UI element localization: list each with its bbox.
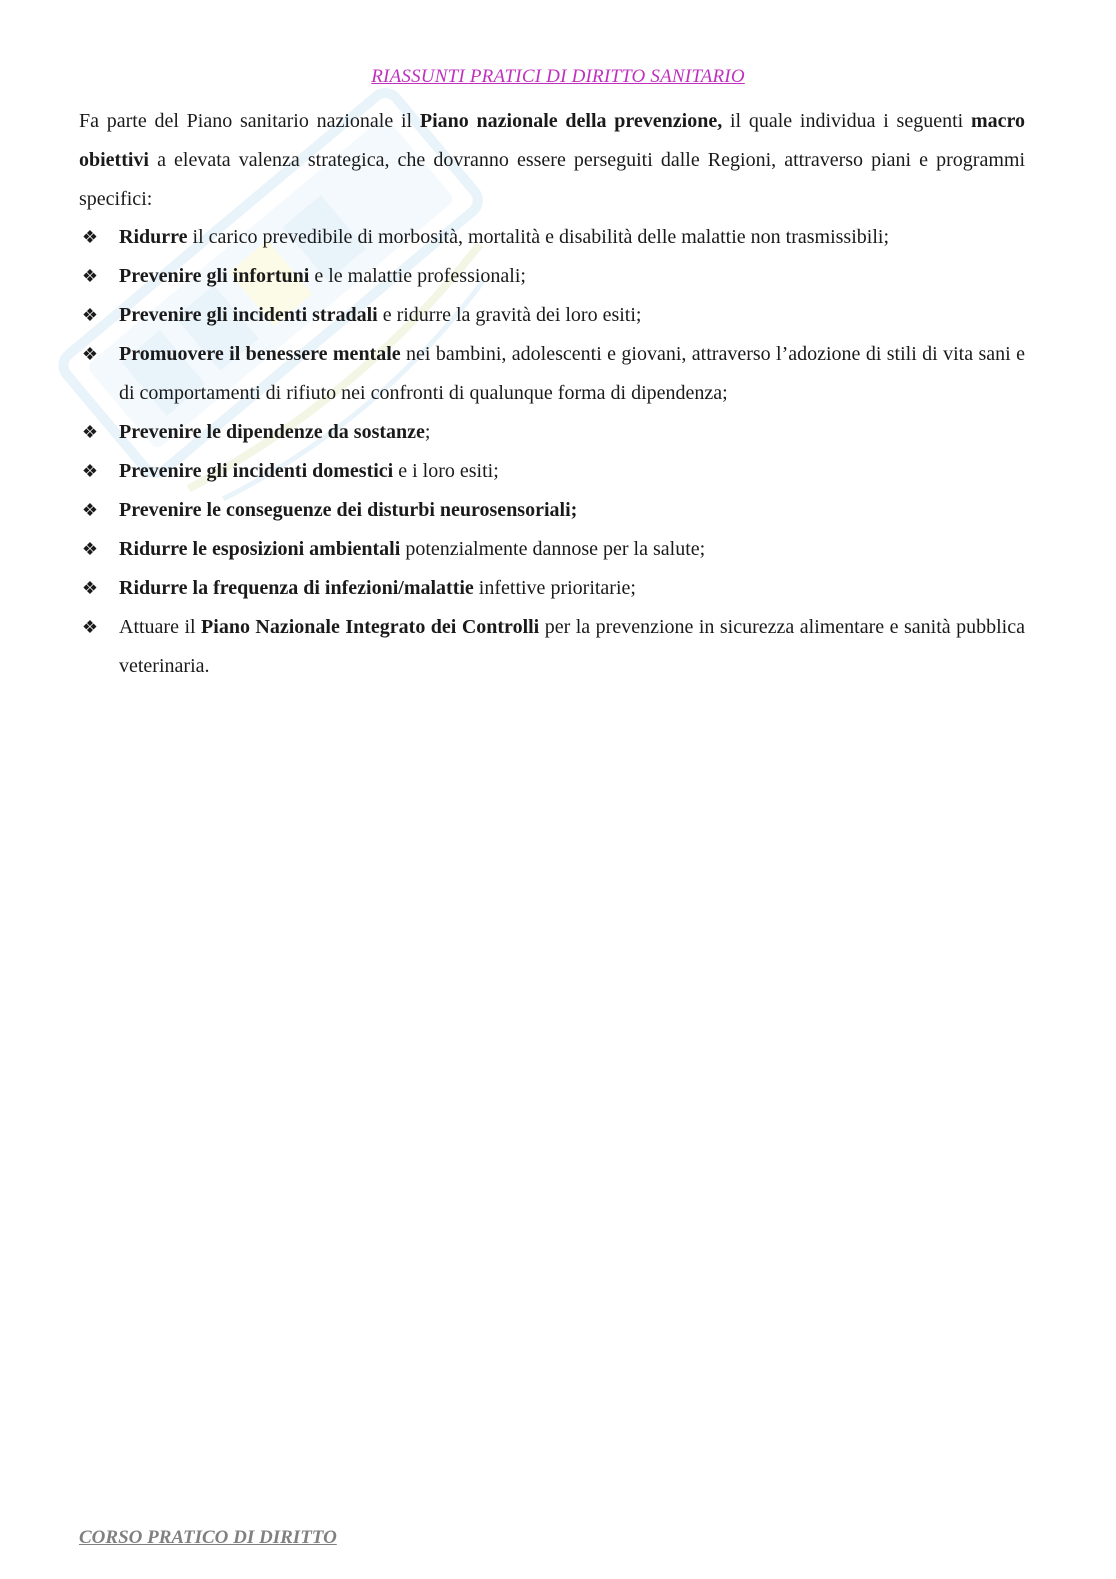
diamond-bullet-icon: ❖ — [81, 578, 99, 598]
objectives-list — [79, 218, 1025, 686]
item-post: e i loro esiti; — [393, 460, 499, 482]
list-item — [79, 296, 1025, 335]
page-footer: CORSO PRATICO DI DIRITTO — [79, 1527, 337, 1548]
item-post: nei bambini, adolescenti e giovani, attraverso l’adozione di stili di vita sani e di comportamenti di rifiuto nei confronti di qualunque forma di dipendenza; — [119, 343, 1025, 404]
diamond-bullet-icon: ❖ — [81, 539, 99, 559]
diamond-bullet-icon: ❖ — [81, 617, 99, 637]
list-item — [79, 608, 1025, 686]
item-bold: Promuovere il benessere mentale — [119, 343, 401, 365]
intro-paragraph — [79, 102, 1025, 219]
item-bold: Ridurre la frequenza di infezioni/malattie — [119, 577, 474, 599]
diamond-bullet-icon: ❖ — [81, 305, 99, 325]
intro-text-3: a elevata valenza strategica, che dovranno essere perseguiti dalle Regioni, attraverso piani e programmi specifici: — [79, 149, 1025, 210]
item-post: infettive prioritarie; — [473, 577, 636, 599]
page-header-title: RIASSUNTI PRATICI DI DIRITTO SANITARIO — [371, 66, 745, 87]
diamond-bullet-icon: ❖ — [81, 422, 99, 442]
item-post: il carico prevedibile di morbosità, mortalità e disabilità delle malattie non trasmissibili; — [187, 226, 889, 248]
item-pre: Attuare il — [119, 616, 202, 638]
intro-text-1: Fa parte del Piano sanitario nazionale il — [79, 110, 420, 132]
diamond-bullet-icon: ❖ — [81, 461, 99, 481]
item-post: ; — [424, 421, 431, 443]
item-bold: Piano Nazionale Integrato dei Controlli — [201, 616, 540, 638]
list-item — [79, 335, 1025, 413]
item-bold: Ridurre — [119, 226, 188, 248]
list-item — [79, 257, 1025, 296]
item-bold: Ridurre le esposizioni ambientali — [119, 538, 401, 560]
item-post: potenzialmente dannose per la salute; — [400, 538, 706, 560]
list-item — [79, 218, 1025, 257]
intro-bold-1: Piano nazionale della prevenzione, — [419, 110, 723, 132]
item-bold: Prevenire le dipendenze da sostanze — [119, 421, 425, 443]
item-bold: Prevenire gli incidenti stradali — [119, 304, 378, 326]
item-bold: Prevenire le conseguenze dei disturbi neurosensoriali; — [119, 499, 578, 521]
diamond-bullet-icon: ❖ — [81, 266, 99, 286]
list-item — [79, 491, 1025, 530]
intro-text-2: il quale individua i seguenti — [722, 110, 971, 132]
intro-bold-2: macro obiettivi — [79, 110, 1025, 171]
item-post: per la prevenzione in sicurezza alimentare e sanità pubblica veterinaria. — [119, 616, 1025, 677]
list-item — [79, 569, 1025, 608]
list-item — [79, 413, 1025, 452]
list-item — [79, 452, 1025, 491]
item-post: e le malattie professionali; — [309, 265, 526, 287]
list-item — [79, 530, 1025, 569]
item-bold: Prevenire gli incidenti domestici — [119, 460, 394, 482]
diamond-bullet-icon: ❖ — [81, 500, 99, 520]
diamond-bullet-icon: ❖ — [81, 227, 99, 247]
item-post: e ridurre la gravità dei loro esiti; — [377, 304, 642, 326]
item-bold: Prevenire gli infortuni — [119, 265, 310, 287]
diamond-bullet-icon: ❖ — [81, 344, 99, 364]
